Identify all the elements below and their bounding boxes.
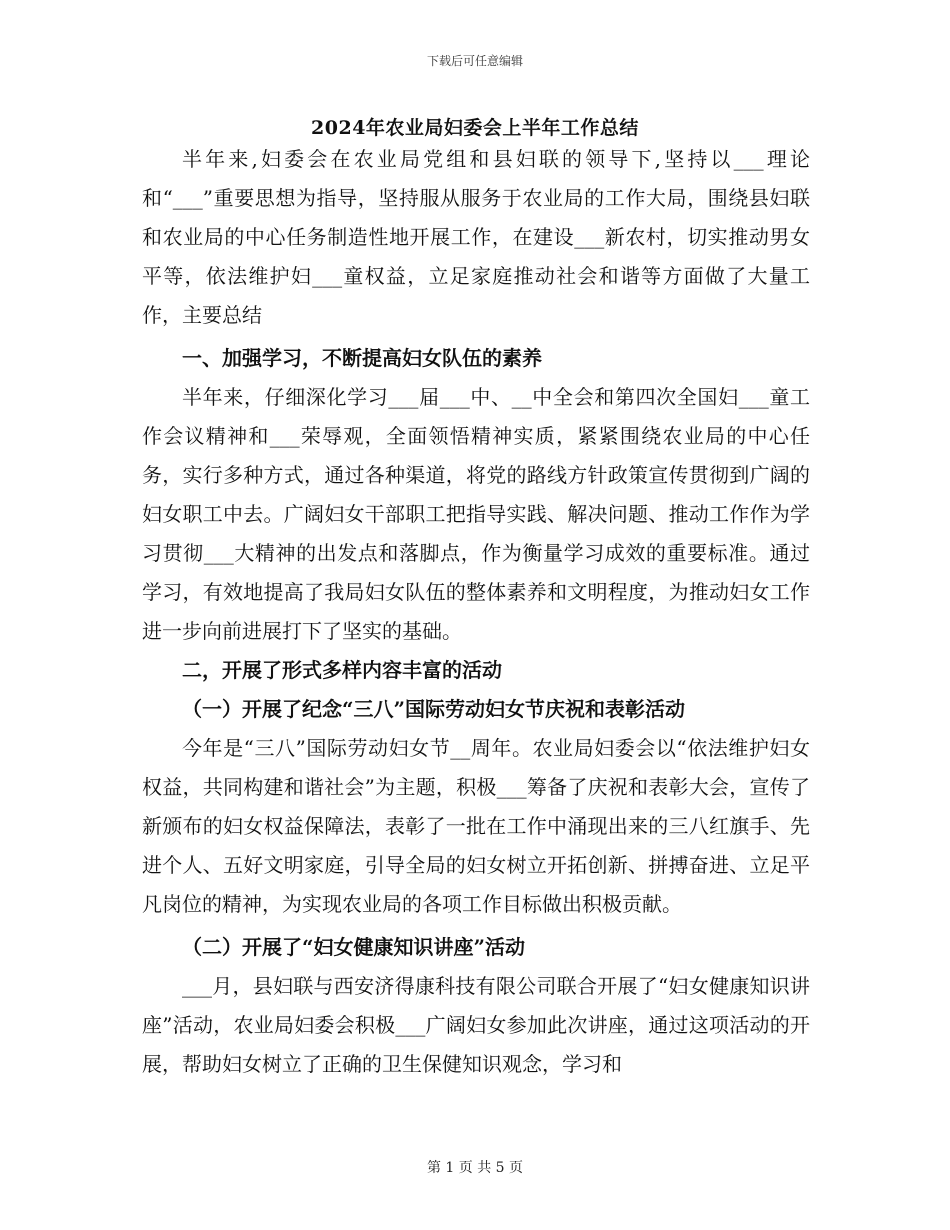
section-heading-1: 一、加强学习，不断提高妇女队伍的素养	[182, 346, 542, 370]
paragraph-health-lecture: ___月，县妇联与西安济得康科技有限公司联合开展了“妇女健康知识讲座”活动，农业局妇委会积极___广阔妇女参加此次讲座，通过这项活动的开展，帮助妇女树立了正确的卫生保健知识观念，学习和	[142, 974, 810, 1076]
subsection-heading-1: （一）开展了纪念“三八”国际劳动妇女节庆祝和表彰活动	[182, 697, 686, 721]
paragraph-womens-day: 今年是“三八”国际劳动妇女节__周年。农业局妇委会以“依法维护妇女权益，共同构建和谐社会”为主题，积极___筹备了庆祝和表彰大会，宣传了新颁布的妇女权益保障法，表彰了一批在工作中涌现出来的三八红旗手、先进个人、五好文明家庭，引导全局的妇女树立开拓创新、拼搏奋进、立足平凡岗位的精神，为实现农业局的各项工作目标做出积极贡献。	[142, 736, 810, 916]
document-body	[142, 140, 810, 1084]
section-heading-2: 二，开展了形式多样内容丰富的活动	[182, 658, 502, 682]
page-header: 下载后可任意编辑	[426, 54, 523, 68]
document-title: 2024年农业局妇委会上半年工作总结	[311, 117, 639, 139]
paragraph-intro: 半年来,妇委会在农业局党组和县妇联的领导下,坚持以___理论和“___”重要思想为指导，坚持服从服务于农业局的工作大局，围绕县妇联和农业局的中心任务制造性地开展工作，在建设___新农村，切实推动男女平等，依法维护妇___童权益，立足家庭推动社会和谐等方面做了大量工作，主要总结	[142, 147, 810, 327]
paragraph-study: 半年来，仔细深化学习___届___中、__中全会和第四次全国妇___童工作会议精神和___荣辱观，全面领悟精神实质，紧紧围绕农业局的中心任务，实行多种方式，通过各种渠道，将党的路线方针政策宣传贯彻到广阔的妇女职工中去。广阔妇女干部职工把指导实践、解决问题、推动工作作为学习贯彻___大精神的出发点和落脚点，作为衡量学习成效的重要标准。通过学习，有效地提高了我局妇女队伍的整体素养和文明程度，为推动妇女工作进一步向前进展打下了坚实的基础。	[142, 385, 810, 643]
subsection-heading-2: （二）开展了“妇女健康知识讲座”活动	[182, 935, 526, 959]
page-footer: 第 1 页 共 5 页	[426, 1160, 524, 1176]
